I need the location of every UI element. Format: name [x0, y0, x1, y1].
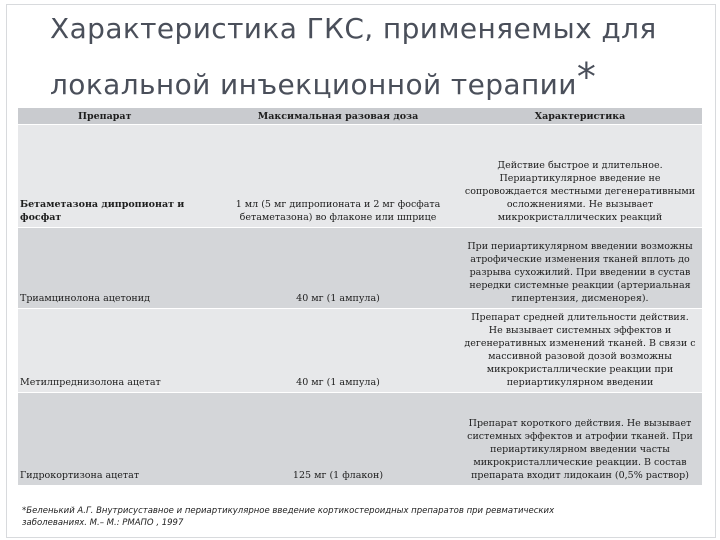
table-row [18, 309, 702, 393]
header-dose: Максимальная разовая доза [218, 108, 458, 125]
header-characteristic: Характеристика [458, 108, 702, 125]
drug-cell: Триамцинолона ацетонид [18, 228, 218, 309]
slide-title-line2-text: локальной инъекционной терапии [50, 68, 577, 101]
characteristic-cell: Препарат короткого действия. Не вызывает системных эффектов и атрофии тканей. При периартикулярном введении часты микрокристаллические реакции. В состав препарата входит лидокаин (0,5% раствор) [458, 393, 702, 486]
dose-cell: 40 мг (1 ампула) [218, 309, 458, 393]
drug-cell: Метилпреднизолона ацетат [18, 309, 218, 393]
table-row [18, 228, 702, 309]
dose-cell: 1 мл (5 мг дипропионата и 2 мг фосфата бетаметазона) во флаконе или шприце [218, 125, 458, 228]
characteristic-cell: Действие быстрое и длительное. Периартикулярное введение не сопровождается местными дегенеративными осложнениями. Не вызывает микрокристаллических реакций [458, 125, 702, 228]
characteristic-cell: Препарат средней длительности действия. Не вызывает системных эффектов и дегенеративных изменений тканей. В связи с массивной разовой дозой возможны микрокристаллические реакции при периартикулярном введении [458, 309, 702, 393]
table-row [18, 393, 702, 486]
footnote-marker: * [576, 55, 597, 99]
slide-title-line1: Характеристика ГКС, применяемых для [50, 12, 657, 45]
characteristic-cell: При периартикулярном введении возможны атрофические изменения тканей вплоть до разрыва сухожилий. При введении в сустав нередки системные реакции (артериальная гипертензия, дисменорея). [458, 228, 702, 309]
dose-cell: 125 мг (1 флакон) [218, 393, 458, 486]
gcs-table [18, 108, 702, 486]
drug-cell: Бетаметазона дипропионат и фосфат [18, 125, 218, 228]
dose-cell: 40 мг (1 ампула) [218, 228, 458, 309]
table-row [18, 125, 702, 228]
slide-title-line2 [50, 55, 710, 104]
header-drug: Препарат [18, 108, 218, 125]
slide-title [50, 10, 710, 104]
table-header-row [18, 108, 702, 125]
footnote: *Беленький А.Г. Внутрисуставное и периартикулярное введение кортикостероидных препаратов при ревматических заболеваниях. М.– М.: РМАПО , 1997 [22, 506, 555, 528]
drug-cell: Гидрокортизона ацетат [18, 393, 218, 486]
